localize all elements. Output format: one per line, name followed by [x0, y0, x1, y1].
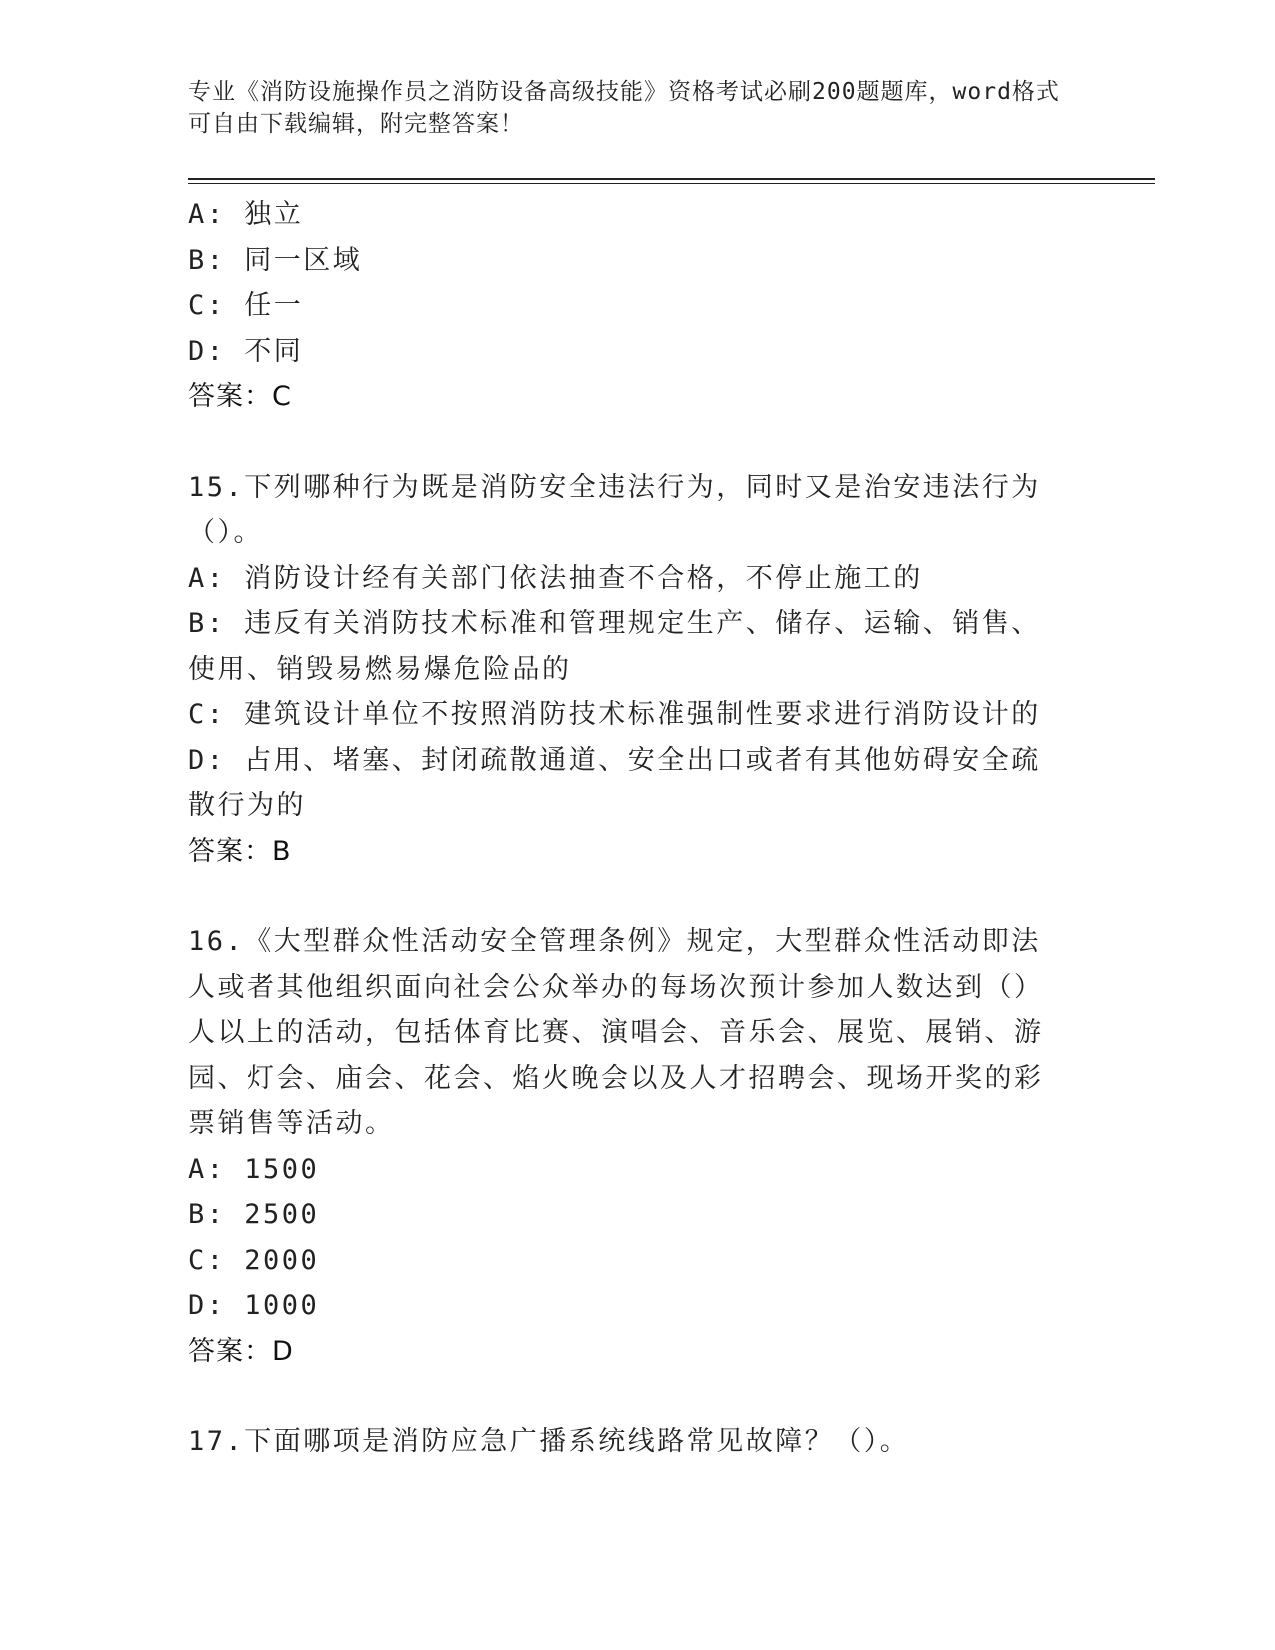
option-a: A: 消防设计经有关部门依法抽查不合格，不停止施工的 [188, 562, 923, 594]
question-block-prev [188, 192, 1068, 420]
question-stem: 15.下列哪种行为既是消防安全违法行为，同时又是治安违法行为（）。 [188, 471, 1041, 548]
option-d: D: 1000 [188, 1290, 320, 1321]
option-a: A: 独立 [188, 199, 304, 230]
question-content [188, 192, 1068, 1465]
option-b: B: 2500 [188, 1199, 320, 1230]
answer-line: 答案：C [188, 381, 292, 412]
question-block-16 [188, 919, 1068, 1374]
question-stem: 17.下面哪项是消防应急广播系统线路常见故障？（）。 [188, 1426, 910, 1457]
question-block-17 [188, 1419, 1068, 1465]
spacer [188, 874, 1068, 919]
option-d: D: 不同 [188, 335, 304, 367]
document-header: 专业《消防设施操作员之消防设备高级技能》资格考试必刷200题题库，word格式可自由下载编辑，附完整答案！ [188, 79, 1060, 137]
option-a: A: 1500 [188, 1153, 320, 1185]
answer-line: 答案：D [188, 1335, 294, 1367]
option-c: C: 建筑设计单位不按照消防技术标准强制性要求进行消防设计的 [188, 699, 1041, 730]
question-stem: 16.《大型群众性活动安全管理条例》规定，大型群众性活动即法人或者其他组织面向社会公众举办的每场次预计参加人数达到（）人以上的活动，包括体育比赛、演唱会、音乐会、展览、展销、游园、灯会、庙会、花会、焰火晚会以及人才招聘会、现场开奖的彩票销售等活动。 [188, 926, 1044, 1139]
option-c: C: 任一 [188, 290, 304, 321]
spacer [188, 420, 1068, 465]
spacer [188, 1374, 1068, 1419]
header-rule-thin [188, 183, 1155, 184]
option-b: B: 同一区域 [188, 244, 363, 276]
answer-line: 答案：B [188, 835, 292, 867]
option-b: B: 违反有关消防技术标准和管理规定生产、储存、运输、销售、使用、销毁易燃易爆危险品的 [188, 608, 1041, 685]
header-rule-thick [188, 178, 1155, 180]
option-d: D: 占用、堵塞、封闭疏散通道、安全出口或者有其他妨碍安全疏散行为的 [188, 744, 1041, 821]
option-c: C: 2000 [188, 1244, 320, 1276]
question-block-15 [188, 465, 1068, 875]
